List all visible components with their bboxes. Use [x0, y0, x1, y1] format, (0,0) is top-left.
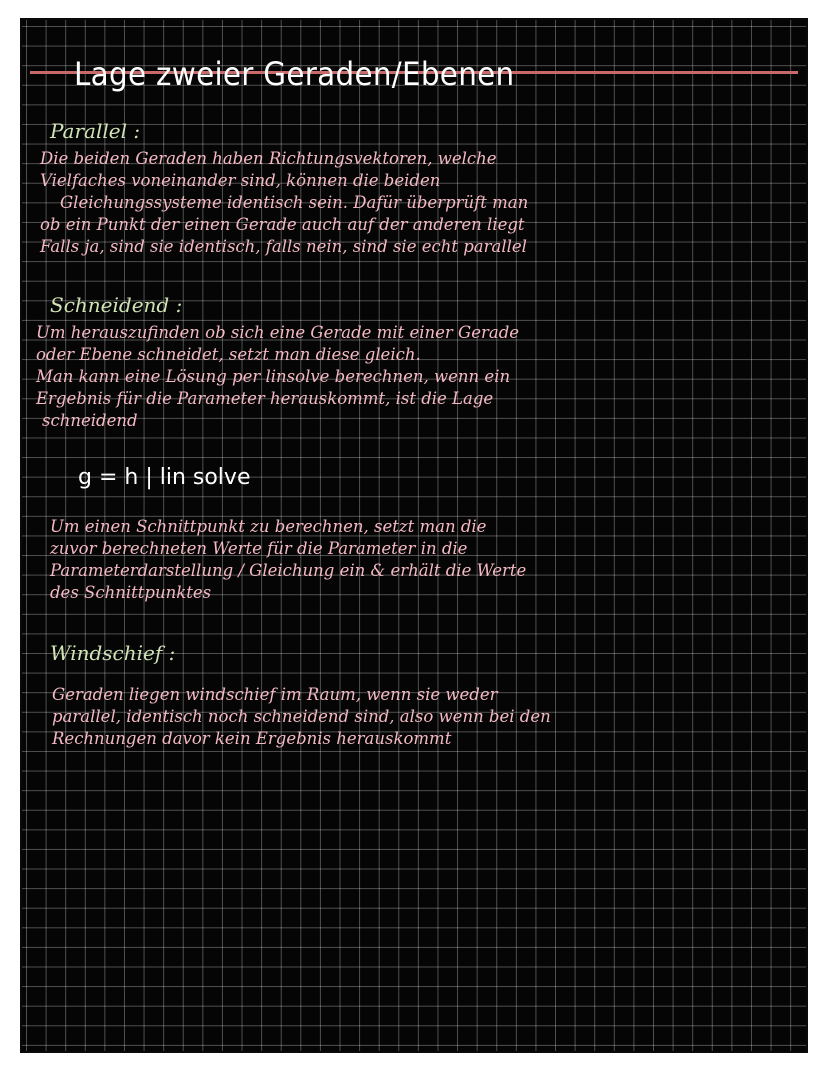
text-line: Geraden liegen windschief im Raum, wenn sie weder [52, 685, 498, 704]
notebook-page [20, 18, 808, 1053]
text-line: des Schnittpunktes [50, 583, 212, 602]
text-line: parallel, identisch noch schneidend sind, also wenn bei den [52, 707, 551, 726]
text-line: oder Ebene schneidet, setzt man diese gleich. [36, 345, 421, 364]
text-line: Man kann eine Lösung per linsolve berechnen, wenn ein [36, 367, 511, 386]
text-line: zuvor berechneten Werte für die Parameter in die [50, 539, 468, 558]
text-line: Vielfaches voneinander sind, können die beiden [40, 171, 441, 190]
paragraph-parallel [40, 148, 528, 258]
paragraph-schnittpunkt [50, 516, 526, 604]
text-line: Um herauszufinden ob sich eine Gerade mit einer Gerade [36, 323, 520, 342]
heading-schneidend: Schneidend : [50, 293, 183, 317]
text-line: Rechnungen davor kein Ergebnis herauskommt [52, 729, 452, 748]
paragraph-windschief [52, 684, 551, 750]
text-line: Gleichungssysteme identisch sein. Dafür überprüft man [60, 193, 529, 212]
text-line: Die beiden Geraden haben Richtungsvektoren, welche [40, 149, 497, 168]
page-title: Lage zweier Geraden/Ebenen [74, 55, 515, 93]
paragraph-schneidend [36, 322, 519, 432]
text-line: Um einen Schnittpunkt zu berechnen, setzt man die [50, 517, 487, 536]
text-line: ob ein Punkt der einen Gerade auch auf der anderen liegt [40, 215, 525, 234]
text-line: schneidend [42, 411, 138, 430]
text-line: Parameterdarstellung / Gleichung ein & erhält die Werte [50, 561, 527, 580]
heading-parallel: Parallel : [50, 119, 141, 143]
text-line: Falls ja, sind sie identisch, falls nein, sind sie echt parallel [40, 237, 527, 256]
formula-linsolve: g = h | lin solve [78, 465, 251, 490]
heading-windschief: Windschief : [50, 641, 176, 665]
text-line: Ergebnis für die Parameter herauskommt, ist die Lage [36, 389, 494, 408]
